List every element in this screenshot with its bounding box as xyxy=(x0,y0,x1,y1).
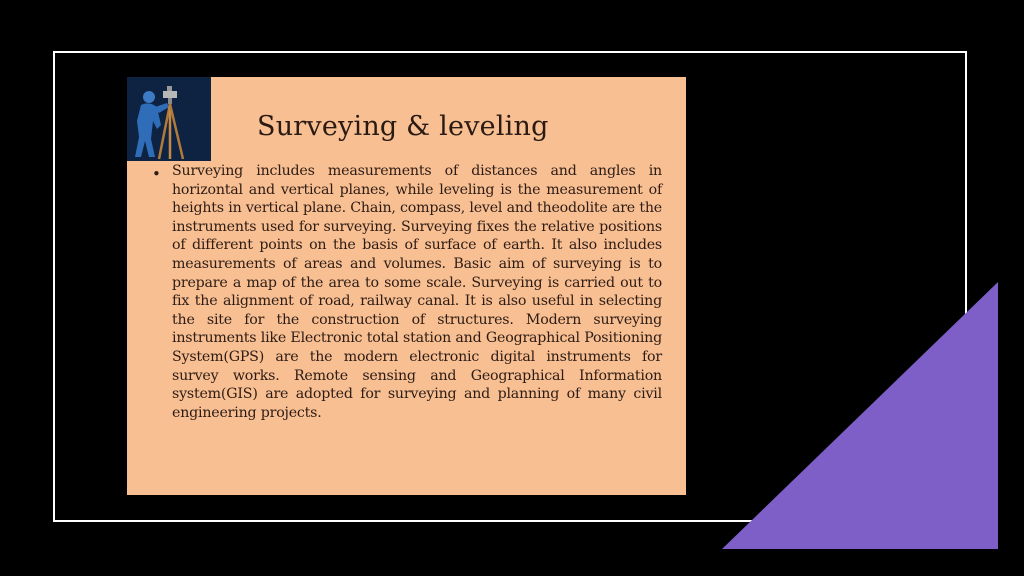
slide-image xyxy=(127,77,686,495)
surveyor-with-theodolite-icon xyxy=(127,77,211,161)
bullet-point-marker: • xyxy=(152,165,161,183)
slide-paragraph: Surveying includes measurements of distances and angles in horizontal and vertical planes, while leveling is the measurement of heights in vertical plane. Chain, compass, level and theodolite are the instruments used for surveying. Surveying fixes the relative positions of different points on the basis of surface of earth. It also includes measurements of areas and volumes. Basic aim of surveying is to prepare a map of the area to some scale. Surveying is carried out to fix the alignment of road, railway canal. It is also useful in selecting the site for the construction of structures. Modern surveying instruments like Electronic total station and Geographical Positioning System(GPS) are the modern electronic digital instruments for survey works. Remote sensing and Geographical Information system(GIS) are adopted for surveying and planning of many civil engineering projects. xyxy=(172,163,662,421)
purple-triangle-decoration xyxy=(722,282,998,549)
slide-title: Surveying & leveling xyxy=(257,111,549,142)
